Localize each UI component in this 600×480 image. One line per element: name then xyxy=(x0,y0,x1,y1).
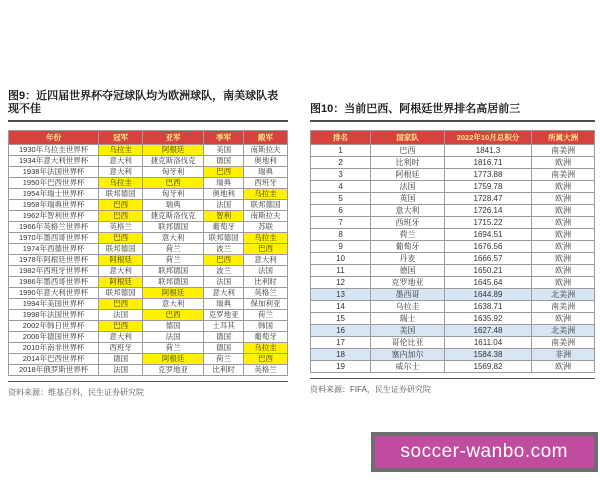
table-row xyxy=(311,325,595,337)
table-row xyxy=(9,321,288,332)
table-cell: 巴西 xyxy=(371,145,445,157)
table-cell: 西班牙 xyxy=(244,178,288,189)
fifa-table-body xyxy=(311,145,595,373)
table-cell: 美国 xyxy=(204,145,244,156)
table-cell: 瑞士 xyxy=(371,313,445,325)
table-cell: 1635.92 xyxy=(444,313,531,325)
table-cell: 巴西 xyxy=(99,321,143,332)
table-cell: 1645.64 xyxy=(444,277,531,289)
header-row xyxy=(311,131,595,145)
table-cell: 欧洲 xyxy=(532,313,595,325)
table-cell: 荷兰 xyxy=(143,255,204,266)
table-cell: 意大利 xyxy=(204,288,244,299)
table-cell: 联邦德国 xyxy=(99,288,143,299)
table-cell: 德国 xyxy=(371,265,445,277)
table-cell: 5 xyxy=(311,193,371,205)
table-cell: 1994年美国世界杯 xyxy=(9,299,99,310)
figure10-source: 资料来源：FIFA，民生证券研究院 xyxy=(310,378,595,395)
table-cell: 欧洲 xyxy=(532,181,595,193)
table-cell: 北美洲 xyxy=(532,289,595,301)
table-cell: 非洲 xyxy=(532,349,595,361)
table-cell: 4 xyxy=(311,181,371,193)
table-cell: 乌拉圭 xyxy=(99,145,143,156)
table-cell: 联邦德国 xyxy=(143,266,204,277)
header-row xyxy=(9,131,288,145)
table-cell: 保加利亚 xyxy=(244,299,288,310)
table-cell: 乌拉圭 xyxy=(244,233,288,244)
table-cell: 匈牙利 xyxy=(143,189,204,200)
table-cell: 葡萄牙 xyxy=(371,241,445,253)
column-header: 国家队 xyxy=(371,131,445,145)
table-cell: 联邦德国 xyxy=(143,222,204,233)
table-cell: 阿根廷 xyxy=(99,255,143,266)
table-cell: 捷克斯洛伐克 xyxy=(143,211,204,222)
column-header: 季军 xyxy=(204,131,244,145)
table-cell: 欧洲 xyxy=(532,229,595,241)
table-row xyxy=(311,265,595,277)
table-row xyxy=(311,277,595,289)
table-row xyxy=(9,145,288,156)
table-cell: 18 xyxy=(311,349,371,361)
table-row xyxy=(9,244,288,255)
table-cell: 南美洲 xyxy=(532,169,595,181)
table-row xyxy=(311,337,595,349)
table-cell: 法国 xyxy=(371,181,445,193)
column-header: 排名 xyxy=(311,131,371,145)
table-row xyxy=(311,289,595,301)
column-header: 亚军 xyxy=(143,131,204,145)
table-cell: 墨西哥 xyxy=(371,289,445,301)
table-cell: 1773.88 xyxy=(444,169,531,181)
table-cell: 1726.14 xyxy=(444,205,531,217)
table-row xyxy=(9,156,288,167)
table-cell: 欧洲 xyxy=(532,277,595,289)
table-cell: 德国 xyxy=(99,354,143,365)
table-cell: 北美洲 xyxy=(532,325,595,337)
column-header: 冠军 xyxy=(99,131,143,145)
table-cell: 1998年法国世界杯 xyxy=(9,310,99,321)
table-cell: 1938年法国世界杯 xyxy=(9,167,99,178)
table-row xyxy=(311,361,595,373)
table-cell: 意大利 xyxy=(99,332,143,343)
table-cell: 德国 xyxy=(204,343,244,354)
table-cell: 巴西 xyxy=(99,211,143,222)
figure10-panel xyxy=(310,90,595,395)
table-row xyxy=(9,310,288,321)
table-cell: 1966年英格兰世界杯 xyxy=(9,222,99,233)
table-cell: 1962年智利世界杯 xyxy=(9,211,99,222)
table-row xyxy=(311,313,595,325)
table-row xyxy=(311,181,595,193)
table-cell: 1627.48 xyxy=(444,325,531,337)
table-cell: 1569.82 xyxy=(444,361,531,373)
table-cell: 1650.21 xyxy=(444,265,531,277)
table-cell: 7 xyxy=(311,217,371,229)
table-cell: 比利时 xyxy=(371,157,445,169)
table-cell: 1584.38 xyxy=(444,349,531,361)
table-cell: 1728.47 xyxy=(444,193,531,205)
table-cell: 16 xyxy=(311,325,371,337)
table-cell: 1930年乌拉圭世界杯 xyxy=(9,145,99,156)
table-cell: 19 xyxy=(311,361,371,373)
watermark-text: soccer-wanbo.com xyxy=(375,436,594,468)
table-cell: 9 xyxy=(311,241,371,253)
table-cell: 比利时 xyxy=(244,277,288,288)
table-cell: 阿根廷 xyxy=(143,288,204,299)
table-cell: 1611.04 xyxy=(444,337,531,349)
figure9-title: 图9：近四届世界杯夺冠球队均为欧洲球队，南美球队表现不佳 xyxy=(8,90,288,122)
table-cell: 巴西 xyxy=(143,310,204,321)
table-cell: 瑞典 xyxy=(143,200,204,211)
table-cell: 英国 xyxy=(371,193,445,205)
table-cell: 欧洲 xyxy=(532,193,595,205)
table-cell: 欧洲 xyxy=(532,361,595,373)
table-cell: 17 xyxy=(311,337,371,349)
table-cell: 联邦德国 xyxy=(99,244,143,255)
table-cell: 意大利 xyxy=(99,266,143,277)
table-cell: 奥地利 xyxy=(204,189,244,200)
table-cell: 意大利 xyxy=(143,299,204,310)
table-cell: 奥地利 xyxy=(244,156,288,167)
table-cell: 德国 xyxy=(204,156,244,167)
table-cell: 8 xyxy=(311,229,371,241)
table-cell: 1816.71 xyxy=(444,157,531,169)
table-cell: 威尔士 xyxy=(371,361,445,373)
table-cell: 克罗地亚 xyxy=(143,365,204,376)
table-cell: 欧洲 xyxy=(532,157,595,169)
table-row xyxy=(311,217,595,229)
table-cell: 南美洲 xyxy=(532,145,595,157)
table-cell: 法国 xyxy=(143,332,204,343)
table-cell: 南斯拉夫 xyxy=(244,211,288,222)
table-cell: 1694.51 xyxy=(444,229,531,241)
table-cell: 1986年墨西哥世界杯 xyxy=(9,277,99,288)
table-cell: 意大利 xyxy=(99,167,143,178)
column-header: 2022年10月总积分 xyxy=(444,131,531,145)
table-cell: 荷兰 xyxy=(244,310,288,321)
table-cell: 韩国 xyxy=(244,321,288,332)
table-cell: 联邦德国 xyxy=(143,277,204,288)
table-cell: 法国 xyxy=(99,365,143,376)
table-cell: 阿根廷 xyxy=(371,169,445,181)
worldcup-results-table xyxy=(8,130,288,376)
table-cell: 比利时 xyxy=(204,365,244,376)
table-cell: 德国 xyxy=(143,321,204,332)
table-cell: 1982年西班牙世界杯 xyxy=(9,266,99,277)
table-cell: 西班牙 xyxy=(371,217,445,229)
table-cell: 塞内加尔 xyxy=(371,349,445,361)
table-cell: 乌拉圭 xyxy=(244,189,288,200)
table-cell: 克罗地亚 xyxy=(204,310,244,321)
table-cell: 欧洲 xyxy=(532,217,595,229)
worldcup-table-header xyxy=(9,131,288,145)
table-cell: 2014年巴西世界杯 xyxy=(9,354,99,365)
watermark-frame xyxy=(371,432,598,472)
table-cell: 联邦德国 xyxy=(99,189,143,200)
table-cell: 15 xyxy=(311,313,371,325)
table-cell: 瑞典 xyxy=(244,167,288,178)
table-cell: 欧洲 xyxy=(532,265,595,277)
column-header: 殿军 xyxy=(244,131,288,145)
table-row xyxy=(311,169,595,181)
table-cell: 法国 xyxy=(244,266,288,277)
table-cell: 1970年墨西哥世界杯 xyxy=(9,233,99,244)
table-cell: 意大利 xyxy=(143,233,204,244)
fifa-ranking-table xyxy=(310,130,595,373)
table-cell: 1638.71 xyxy=(444,301,531,313)
table-row xyxy=(9,211,288,222)
table-cell: 3 xyxy=(311,169,371,181)
fifa-table-header xyxy=(311,131,595,145)
table-cell: 1666.57 xyxy=(444,253,531,265)
table-cell: 1978年阿根廷世界杯 xyxy=(9,255,99,266)
table-cell: 1958年瑞典世界杯 xyxy=(9,200,99,211)
table-cell: 苏联 xyxy=(244,222,288,233)
table-cell: 12 xyxy=(311,277,371,289)
table-row xyxy=(9,178,288,189)
table-row xyxy=(9,266,288,277)
table-cell: 意大利 xyxy=(99,156,143,167)
table-cell: 阿根廷 xyxy=(143,145,204,156)
table-cell: 波兰 xyxy=(204,244,244,255)
table-cell: 阿根廷 xyxy=(143,354,204,365)
table-cell: 荷兰 xyxy=(143,244,204,255)
table-row xyxy=(9,365,288,376)
table-cell: 哥伦比亚 xyxy=(371,337,445,349)
column-header: 所属大洲 xyxy=(532,131,595,145)
table-cell: 巴西 xyxy=(244,244,288,255)
table-cell: 1715.22 xyxy=(444,217,531,229)
table-row xyxy=(9,277,288,288)
table-cell: 2006年德国世界杯 xyxy=(9,332,99,343)
table-cell: 巴西 xyxy=(99,299,143,310)
table-cell: 2 xyxy=(311,157,371,169)
table-cell: 意大利 xyxy=(371,205,445,217)
table-cell: 14 xyxy=(311,301,371,313)
table-row xyxy=(9,255,288,266)
table-cell: 2002年韩日世界杯 xyxy=(9,321,99,332)
table-cell: 匈牙利 xyxy=(143,167,204,178)
table-row xyxy=(9,343,288,354)
table-row xyxy=(311,193,595,205)
table-cell: 荷兰 xyxy=(204,354,244,365)
table-row xyxy=(9,332,288,343)
figure10-title: 图10：当前巴西、阿根廷世界排名高居前三 xyxy=(310,90,595,122)
table-cell: 巴西 xyxy=(143,178,204,189)
table-cell: 荷兰 xyxy=(143,343,204,354)
table-row xyxy=(9,354,288,365)
column-header: 年份 xyxy=(9,131,99,145)
table-cell: 法国 xyxy=(204,200,244,211)
table-cell: 欧洲 xyxy=(532,205,595,217)
table-cell: 智利 xyxy=(204,211,244,222)
figure9-source: 资料来源：维基百科，民生证券研究院 xyxy=(8,381,288,398)
table-cell: 1990年意大利世界杯 xyxy=(9,288,99,299)
table-cell: 巴西 xyxy=(204,255,244,266)
table-row xyxy=(9,233,288,244)
worldcup-table-body xyxy=(9,145,288,376)
table-row xyxy=(311,145,595,157)
table-cell: 法国 xyxy=(99,310,143,321)
table-cell: 意大利 xyxy=(244,255,288,266)
table-row xyxy=(311,241,595,253)
table-cell: 葡萄牙 xyxy=(204,222,244,233)
table-cell: 法国 xyxy=(204,277,244,288)
table-cell: 10 xyxy=(311,253,371,265)
table-cell: 捷克斯洛伐克 xyxy=(143,156,204,167)
table-row xyxy=(311,157,595,169)
table-cell: 1954年瑞士世界杯 xyxy=(9,189,99,200)
table-cell: 1759.78 xyxy=(444,181,531,193)
table-cell: 1676.56 xyxy=(444,241,531,253)
table-row xyxy=(9,189,288,200)
table-cell: 联邦德国 xyxy=(204,233,244,244)
table-cell: 乌拉圭 xyxy=(371,301,445,313)
table-cell: 南美洲 xyxy=(532,337,595,349)
table-cell: 巴西 xyxy=(99,233,143,244)
table-row xyxy=(311,349,595,361)
table-cell: 瑞典 xyxy=(204,178,244,189)
table-cell: 波兰 xyxy=(204,266,244,277)
table-cell: 阿根廷 xyxy=(99,277,143,288)
table-cell: 1974年西德世界杯 xyxy=(9,244,99,255)
table-cell: 荷兰 xyxy=(371,229,445,241)
table-cell: 南美洲 xyxy=(532,301,595,313)
table-cell: 1 xyxy=(311,145,371,157)
table-cell: 克罗地亚 xyxy=(371,277,445,289)
table-cell: 西班牙 xyxy=(99,343,143,354)
table-cell: 瑞典 xyxy=(204,299,244,310)
table-cell: 欧洲 xyxy=(532,253,595,265)
table-cell: 英格兰 xyxy=(244,288,288,299)
table-cell: 丹麦 xyxy=(371,253,445,265)
table-cell: 巴西 xyxy=(99,200,143,211)
table-cell: 1644.89 xyxy=(444,289,531,301)
table-cell: 11 xyxy=(311,265,371,277)
table-row xyxy=(311,301,595,313)
table-row xyxy=(9,288,288,299)
table-row xyxy=(9,222,288,233)
table-cell: 乌拉圭 xyxy=(99,178,143,189)
table-cell: 英格兰 xyxy=(244,365,288,376)
table-row xyxy=(311,229,595,241)
table-cell: 乌拉圭 xyxy=(244,343,288,354)
table-cell: 2010年南非世界杯 xyxy=(9,343,99,354)
table-row xyxy=(311,253,595,265)
table-cell: 13 xyxy=(311,289,371,301)
table-row xyxy=(311,205,595,217)
table-cell: 1950年巴西世界杯 xyxy=(9,178,99,189)
figure9-panel xyxy=(8,90,288,398)
table-cell: 2018年俄罗斯世界杯 xyxy=(9,365,99,376)
table-cell: 1841.3 xyxy=(444,145,531,157)
table-cell: 巴西 xyxy=(204,167,244,178)
table-cell: 6 xyxy=(311,205,371,217)
table-cell: 南斯拉夫 xyxy=(244,145,288,156)
table-cell: 英格兰 xyxy=(99,222,143,233)
table-cell: 土耳其 xyxy=(204,321,244,332)
table-row xyxy=(9,299,288,310)
table-cell: 德国 xyxy=(204,332,244,343)
table-cell: 1934年意大利世界杯 xyxy=(9,156,99,167)
table-row xyxy=(9,167,288,178)
table-cell: 美国 xyxy=(371,325,445,337)
table-cell: 巴西 xyxy=(244,354,288,365)
table-cell: 葡萄牙 xyxy=(244,332,288,343)
table-row xyxy=(9,200,288,211)
table-cell: 联邦德国 xyxy=(244,200,288,211)
table-cell: 欧洲 xyxy=(532,241,595,253)
